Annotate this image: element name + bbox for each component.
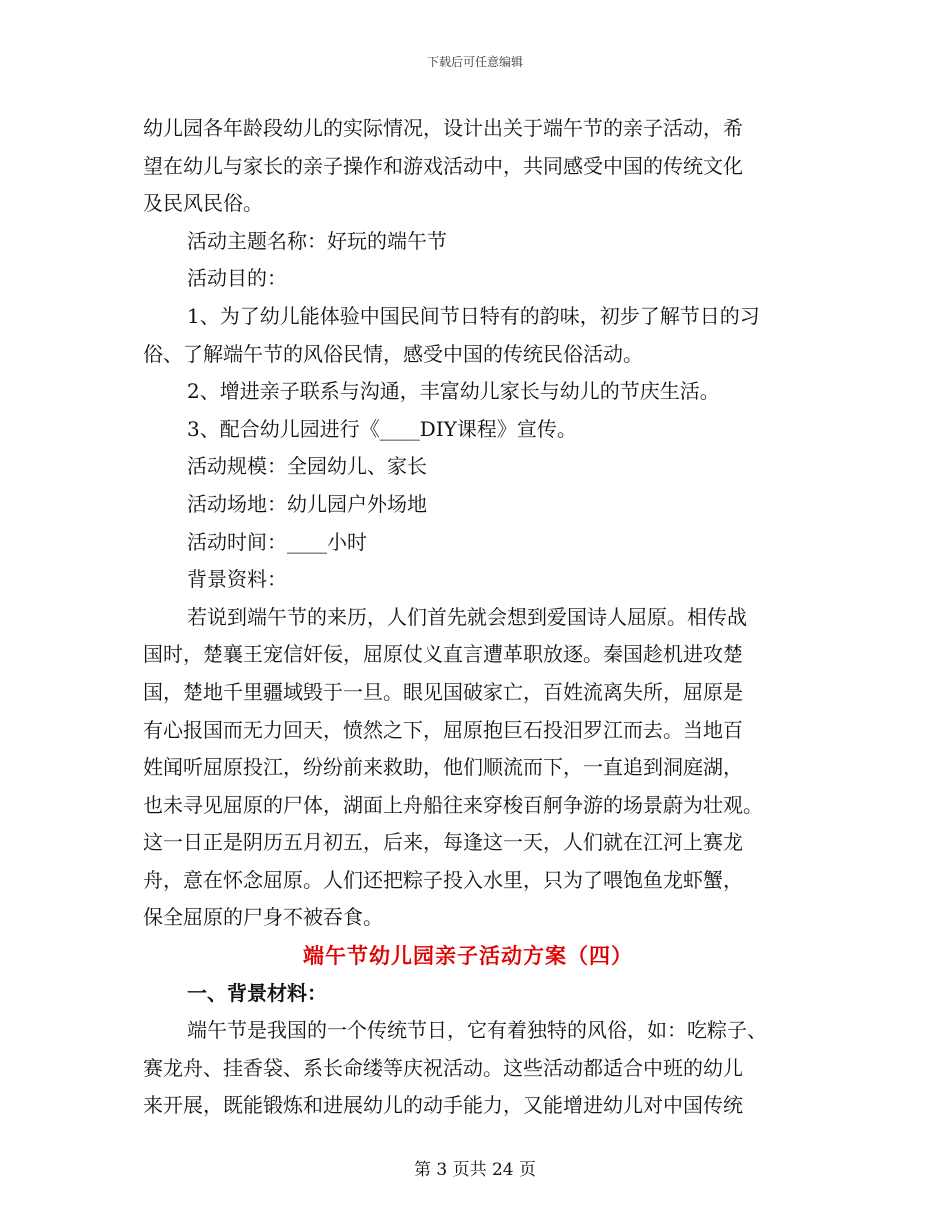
activity-theme: 活动主题名称：好玩的端午节 — [187, 228, 447, 253]
paragraph-line: 有心报国而无力回天，愤然之下，屈原抱巨石投汨罗江而去。当地百 — [143, 717, 743, 742]
section-title: 端午节幼儿园亲子活动方案（四） — [303, 943, 633, 969]
goal-item-3: 3、配合幼儿园进行《____DIY课程》宣传。 — [187, 416, 577, 441]
background-heading: 背景资料： — [187, 567, 287, 592]
goal-item-1: 1、为了幼儿能体验中国民间节日特有的韵味，初步了解节日的习 — [187, 303, 760, 328]
subsection-heading: 一、背景材料： — [187, 980, 327, 1005]
goal-item-2: 2、增进亲子联系与沟通，丰富幼儿家长与幼儿的节庆生活。 — [187, 379, 720, 404]
paragraph-line: 也未寻见屈原的尸体，湖面上舟船往来穿梭百舸争游的场景蔚为壮观。 — [143, 792, 763, 817]
paragraph-line: 端午节是我国的一个传统节日，它有着独特的风俗，如：吃粽子、 — [187, 1018, 767, 1043]
paragraph-line: 这一日正是阴历五月初五，后来，每逢这一天，人们就在江河上赛龙 — [143, 830, 743, 855]
paragraph-line: 幼儿园各年龄段幼儿的实际情况，设计出关于端午节的亲子活动，希 — [143, 116, 743, 140]
activity-venue: 活动场地：幼儿园户外场地 — [187, 491, 427, 516]
paragraph-line: 来开展，既能锻炼和进展幼儿的动手能力，又能增进幼儿对中国传统 — [143, 1093, 743, 1118]
activity-time: 活动时间：____小时 — [187, 529, 367, 554]
paragraph-line: 保全屈原的尸身不被吞食。 — [143, 905, 383, 930]
paragraph-line: 望在幼儿与家长的亲子操作和游戏活动中，共同感受中国的传统文化 — [143, 153, 743, 178]
document-body — [143, 110, 813, 1125]
paragraph-line: 舟，意在怀念屈原。人们还把粽子投入水里，只为了喂饱鱼龙虾蟹， — [143, 867, 743, 892]
paragraph-line: 国时，楚襄王宠信奸佞，屈原仗义直言遭革职放逐。秦国趁机进攻楚 — [143, 642, 743, 667]
paragraph-line: 若说到端午节的来历，人们首先就会想到爱国诗人屈原。相传战 — [187, 604, 747, 629]
paragraph-line: 国，楚地千里疆域毁于一旦。眼见国破家亡，百姓流离失所，屈原是 — [143, 679, 743, 704]
paragraph-line: 姓闻听屈原投江，纷纷前来救助，他们顺流而下，一直追到洞庭湖， — [143, 755, 743, 780]
activity-goal-heading: 活动目的： — [187, 266, 287, 291]
paragraph-line: 赛龙舟、挂香袋、系长命缕等庆祝活动。这些活动都适合中班的幼儿 — [143, 1055, 743, 1080]
page-footer: 第 3 页共 24 页 — [413, 1160, 537, 1180]
activity-scale: 活动规模：全园幼儿、家长 — [187, 454, 427, 479]
paragraph-line: 及民风民俗。 — [143, 191, 263, 216]
goal-item-1-cont: 俗、了解端午节的风俗民情，感受中国的传统民俗活动。 — [143, 341, 643, 366]
page-header: 下载后可任意编辑 — [426, 55, 523, 69]
